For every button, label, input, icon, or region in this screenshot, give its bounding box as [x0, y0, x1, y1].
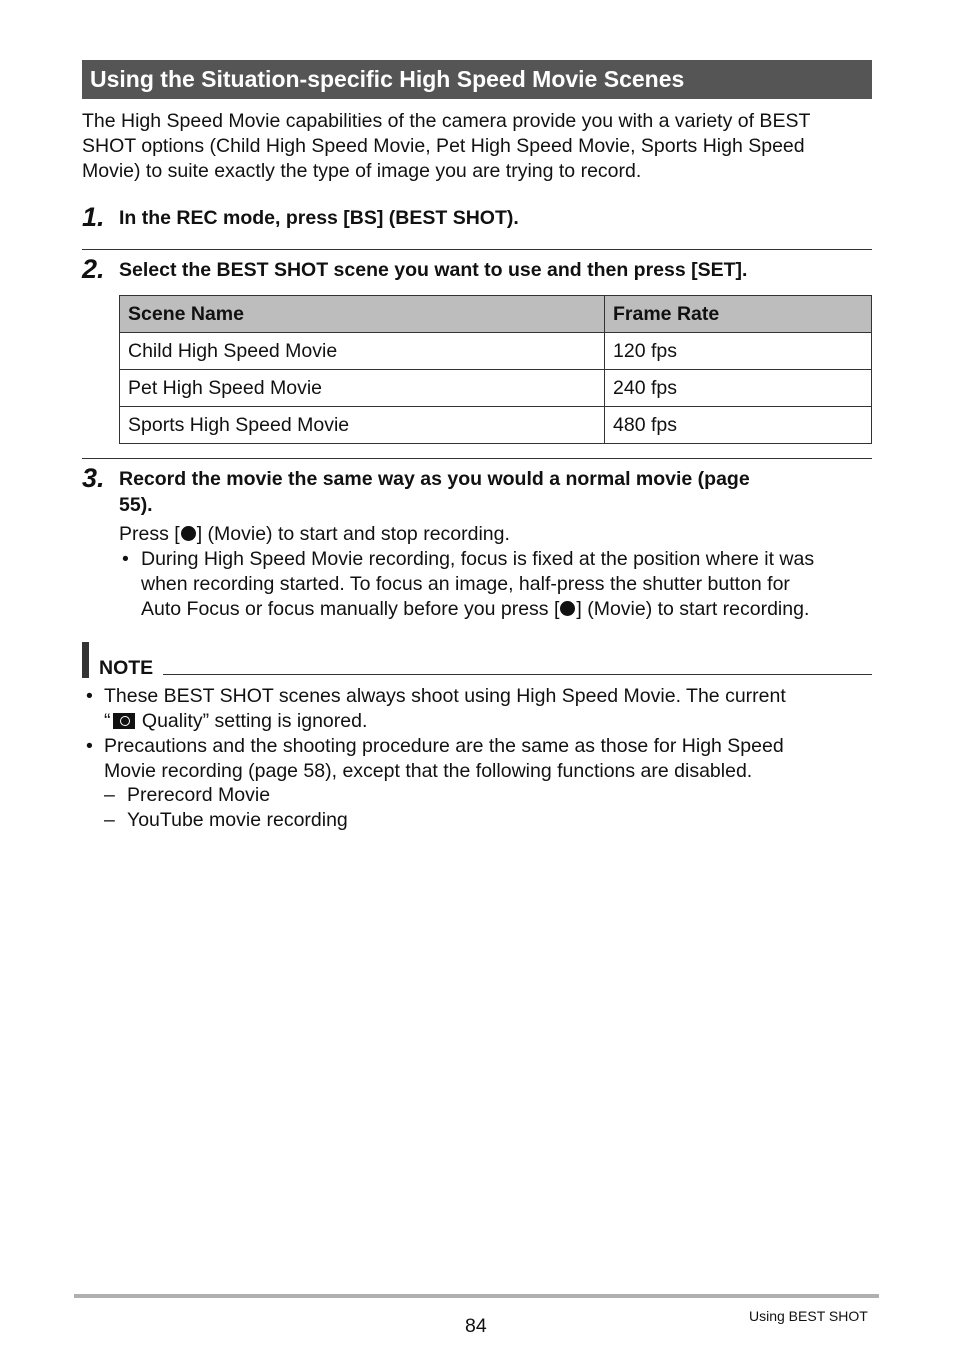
- disabled-function-item: Prerecord Movie: [127, 784, 271, 806]
- scene-name-cell: Child High Speed Movie: [120, 333, 605, 370]
- movie-button-icon: [560, 601, 575, 616]
- movie-button-icon: [181, 526, 196, 541]
- bullet-marker: •: [122, 548, 129, 570]
- frame-rate-cell: 240 fps: [605, 370, 872, 407]
- header-scene-name: Scene Name: [120, 296, 605, 333]
- dash-marker: –: [104, 809, 115, 831]
- header-frame-rate: Frame Rate: [605, 296, 872, 333]
- section-heading: Using the Situation-specific High Speed Movie Scenes: [82, 60, 872, 99]
- note-bullet-2: Precautions and the shooting procedure are the same as those for High Speed Movie recording (page 58), except that the following functions are disabled.: [104, 735, 784, 782]
- table-row: [120, 407, 872, 444]
- step-2-number: 2.: [82, 254, 105, 284]
- table-row: [120, 370, 872, 407]
- step-2-text: Select the BEST SHOT scene you want to use and then press [SET].: [119, 259, 748, 281]
- note-label: NOTE: [99, 657, 154, 679]
- page-number: 84: [465, 1315, 487, 1337]
- movie-quality-icon: [113, 713, 135, 729]
- step-3-number: 3.: [82, 463, 105, 493]
- frame-rate-cell: 120 fps: [605, 333, 872, 370]
- scene-table: [119, 295, 872, 444]
- note-rule: [163, 674, 872, 675]
- step-3-press-line: Press [ ] (Movie) to start and stop recording.: [119, 523, 510, 545]
- table-header-row: [120, 296, 872, 333]
- disabled-function-item: YouTube movie recording: [127, 809, 348, 831]
- step-divider: [82, 458, 872, 459]
- note-marker-bar: [82, 642, 89, 678]
- footer-rule: [74, 1294, 879, 1298]
- step-3-bullet: During High Speed Movie recording, focus is fixed at the position where it was when recording started. To focus an image, half-press the shutter button for Auto Focus or focus manually before you press [ ] (Movie) to start recording.: [141, 548, 815, 620]
- step-divider: [82, 249, 872, 250]
- table-row: [120, 333, 872, 370]
- intro-paragraph: The High Speed Movie capabilities of the camera provide you with a variety of BEST SHOT options (Child High Speed Movie, Pet High Speed Movie, Sports High Speed Movie) to suite exactly the type of image you are trying to record.: [82, 110, 811, 182]
- scene-name-cell: Sports High Speed Movie: [120, 407, 605, 444]
- note-bullet-1: These BEST SHOT scenes always shoot using High Speed Movie. The current “ Quality” setting is ignored.: [104, 685, 786, 732]
- footer-section-label: Using BEST SHOT: [749, 1308, 868, 1324]
- dash-marker: –: [104, 784, 115, 806]
- step-1-text: In the REC mode, press [BS] (BEST SHOT).: [119, 207, 519, 229]
- scene-name-cell: Pet High Speed Movie: [120, 370, 605, 407]
- step-1-number: 1.: [82, 202, 105, 232]
- bullet-marker: •: [86, 735, 93, 757]
- bullet-marker: •: [86, 685, 93, 707]
- frame-rate-cell: 480 fps: [605, 407, 872, 444]
- step-3-text: Record the movie the same way as you would a normal movie (page 55).: [119, 468, 750, 516]
